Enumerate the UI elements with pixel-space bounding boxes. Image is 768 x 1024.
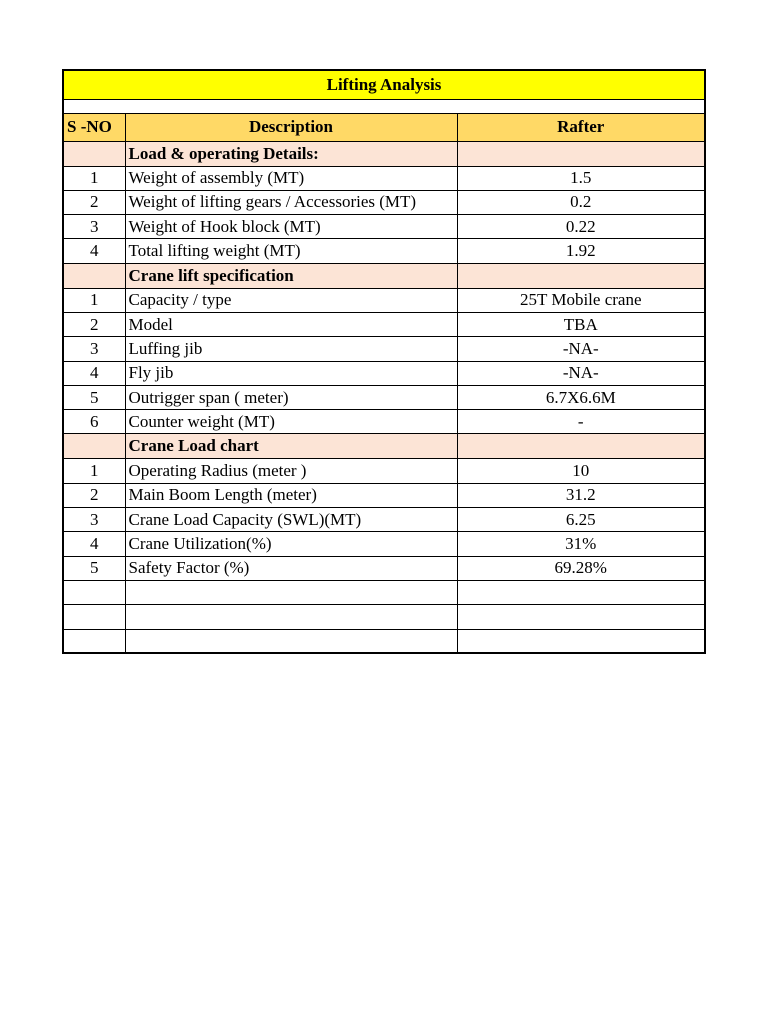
row-description: Weight of lifting gears / Accessories (MT) bbox=[125, 190, 457, 214]
section-value-cell bbox=[457, 141, 705, 166]
table-row bbox=[63, 459, 705, 483]
blank-row bbox=[63, 580, 705, 604]
row-sno: 4 bbox=[63, 239, 125, 263]
row-value: 31% bbox=[457, 532, 705, 556]
column-header-value: Rafter bbox=[457, 113, 705, 141]
row-value: 69.28% bbox=[457, 556, 705, 580]
row-sno: 1 bbox=[63, 288, 125, 312]
blank-cell bbox=[125, 580, 457, 604]
row-description: Weight of assembly (MT) bbox=[125, 166, 457, 190]
blank-cell bbox=[457, 580, 705, 604]
table-row bbox=[63, 190, 705, 214]
row-value: 25T Mobile crane bbox=[457, 288, 705, 312]
spacer-row bbox=[63, 99, 705, 113]
blank-cell bbox=[125, 629, 457, 653]
row-value: 1.5 bbox=[457, 166, 705, 190]
row-description: Luffing jib bbox=[125, 337, 457, 361]
blank-cell bbox=[63, 629, 125, 653]
row-value: 6.7X6.6M bbox=[457, 385, 705, 409]
section-value-cell bbox=[457, 434, 705, 459]
row-value: 0.2 bbox=[457, 190, 705, 214]
section-sno-cell bbox=[63, 263, 125, 288]
section-heading: Crane lift specification bbox=[125, 263, 457, 288]
row-value: 31.2 bbox=[457, 483, 705, 507]
table-row bbox=[63, 556, 705, 580]
row-sno: 4 bbox=[63, 361, 125, 385]
row-sno: 2 bbox=[63, 190, 125, 214]
row-description: Total lifting weight (MT) bbox=[125, 239, 457, 263]
section-heading-row bbox=[63, 141, 705, 166]
section-heading-row bbox=[63, 434, 705, 459]
table-row bbox=[63, 410, 705, 434]
table-row bbox=[63, 385, 705, 409]
row-sno: 3 bbox=[63, 215, 125, 239]
row-sno: 2 bbox=[63, 483, 125, 507]
table-row bbox=[63, 337, 705, 361]
sheet-title: Lifting Analysis bbox=[63, 70, 705, 99]
row-value: 10 bbox=[457, 459, 705, 483]
column-header-sno: S -NO bbox=[63, 113, 125, 141]
table-row bbox=[63, 239, 705, 263]
section-heading: Crane Load chart bbox=[125, 434, 457, 459]
row-sno: 3 bbox=[63, 508, 125, 532]
row-description: Counter weight (MT) bbox=[125, 410, 457, 434]
section-value-cell bbox=[457, 263, 705, 288]
row-description: Operating Radius (meter ) bbox=[125, 459, 457, 483]
row-description: Fly jib bbox=[125, 361, 457, 385]
blank-cell bbox=[63, 605, 125, 629]
row-value: 1.92 bbox=[457, 239, 705, 263]
row-value: -NA- bbox=[457, 337, 705, 361]
section-sno-cell bbox=[63, 434, 125, 459]
title-row bbox=[63, 70, 705, 99]
row-description: Model bbox=[125, 312, 457, 336]
row-description: Outrigger span ( meter) bbox=[125, 385, 457, 409]
row-sno: 1 bbox=[63, 166, 125, 190]
table-row bbox=[63, 483, 705, 507]
table-row bbox=[63, 166, 705, 190]
row-description: Main Boom Length (meter) bbox=[125, 483, 457, 507]
table-row bbox=[63, 532, 705, 556]
row-sno: 5 bbox=[63, 385, 125, 409]
header-row bbox=[63, 113, 705, 141]
section-sno-cell bbox=[63, 141, 125, 166]
row-description: Safety Factor (%) bbox=[125, 556, 457, 580]
table-row bbox=[63, 361, 705, 385]
spacer-cell bbox=[63, 99, 705, 113]
row-value: 6.25 bbox=[457, 508, 705, 532]
blank-cell bbox=[125, 605, 457, 629]
table-body bbox=[63, 70, 705, 653]
blank-cell bbox=[63, 580, 125, 604]
row-sno: 4 bbox=[63, 532, 125, 556]
section-heading: Load & operating Details: bbox=[125, 141, 457, 166]
table-row bbox=[63, 288, 705, 312]
column-header-description: Description bbox=[125, 113, 457, 141]
row-value: 0.22 bbox=[457, 215, 705, 239]
row-sno: 2 bbox=[63, 312, 125, 336]
row-description: Weight of Hook block (MT) bbox=[125, 215, 457, 239]
row-value: - bbox=[457, 410, 705, 434]
table-row bbox=[63, 312, 705, 336]
row-sno: 1 bbox=[63, 459, 125, 483]
row-sno: 6 bbox=[63, 410, 125, 434]
blank-row bbox=[63, 605, 705, 629]
blank-cell bbox=[457, 605, 705, 629]
row-sno: 3 bbox=[63, 337, 125, 361]
row-description: Capacity / type bbox=[125, 288, 457, 312]
row-sno: 5 bbox=[63, 556, 125, 580]
table-row bbox=[63, 508, 705, 532]
blank-cell bbox=[457, 629, 705, 653]
table-row bbox=[63, 215, 705, 239]
row-value: -NA- bbox=[457, 361, 705, 385]
row-description: Crane Load Capacity (SWL)(MT) bbox=[125, 508, 457, 532]
row-value: TBA bbox=[457, 312, 705, 336]
section-heading-row bbox=[63, 263, 705, 288]
blank-row bbox=[63, 629, 705, 653]
row-description: Crane Utilization(%) bbox=[125, 532, 457, 556]
lifting-analysis-table bbox=[62, 69, 706, 654]
